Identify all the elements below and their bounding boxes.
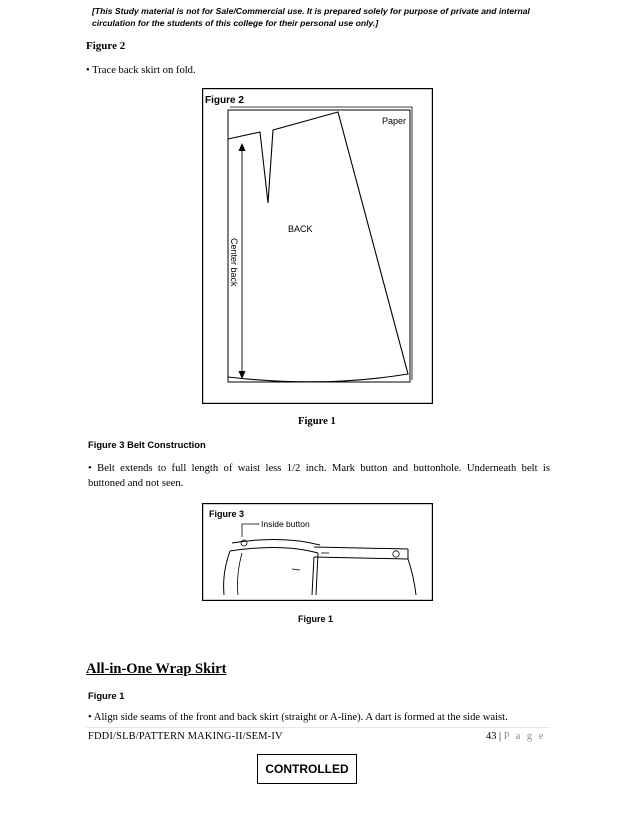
disclaimer: [This Study material is not for Sale/Commercial use. It is prepared solely for purpose of private and internal circulation for the students of this college for their personal use only.] [92,6,530,28]
bullet-symbol: • [88,712,92,723]
figure-back-caption: Figure 1 [298,416,336,427]
belt-construction-figure [202,503,433,601]
footer-divider [86,727,550,728]
figure-2-heading: Figure 2 [86,40,126,52]
controlled-stamp: CONTROLLED [257,754,357,784]
page-number: 43 [486,731,497,742]
back-skirt-pattern-figure [202,88,433,404]
back-label: BACK [288,224,313,234]
inside-button-label: Inside button [261,519,310,529]
paper-label: Paper [382,116,407,126]
bullet-symbol: • [88,463,92,474]
wrap-skirt-title: All-in-One Wrap Skirt [86,661,227,677]
footer-course-code: FDDI/SLB/PATTERN MAKING-II/SEM-IV [88,731,283,742]
page-word: P a g e [503,731,546,742]
footer-page-number [486,731,545,742]
belt-instruction-line2: buttoned and not seen. [88,477,184,489]
figure-belt-caption: Figure 1 [298,614,334,624]
wrap-skirt-figure-label: Figure 1 [88,690,125,701]
figure-3-inner-title: Figure 3 [209,509,245,519]
belt-instruction-line1: Belt extends to full length of waist less 1/2 inch. Mark button and buttonhole. Underneath belt is [97,463,551,474]
wrap-skirt-instruction-text: Align side seams of the front and back skirt (straight or A-line). A dart is formed at the side waist. [93,712,508,723]
figure-2-inner-title: Figure 2 [205,95,244,106]
belt-construction-heading: Figure 3 Belt Construction [88,439,206,450]
wrap-skirt-instruction [88,711,508,726]
center-back-label: Center back [229,238,239,287]
page-separator: | [499,731,502,742]
trace-back-skirt-bullet: • Trace back skirt on fold. [86,65,196,76]
belt-instruction [88,462,550,491]
